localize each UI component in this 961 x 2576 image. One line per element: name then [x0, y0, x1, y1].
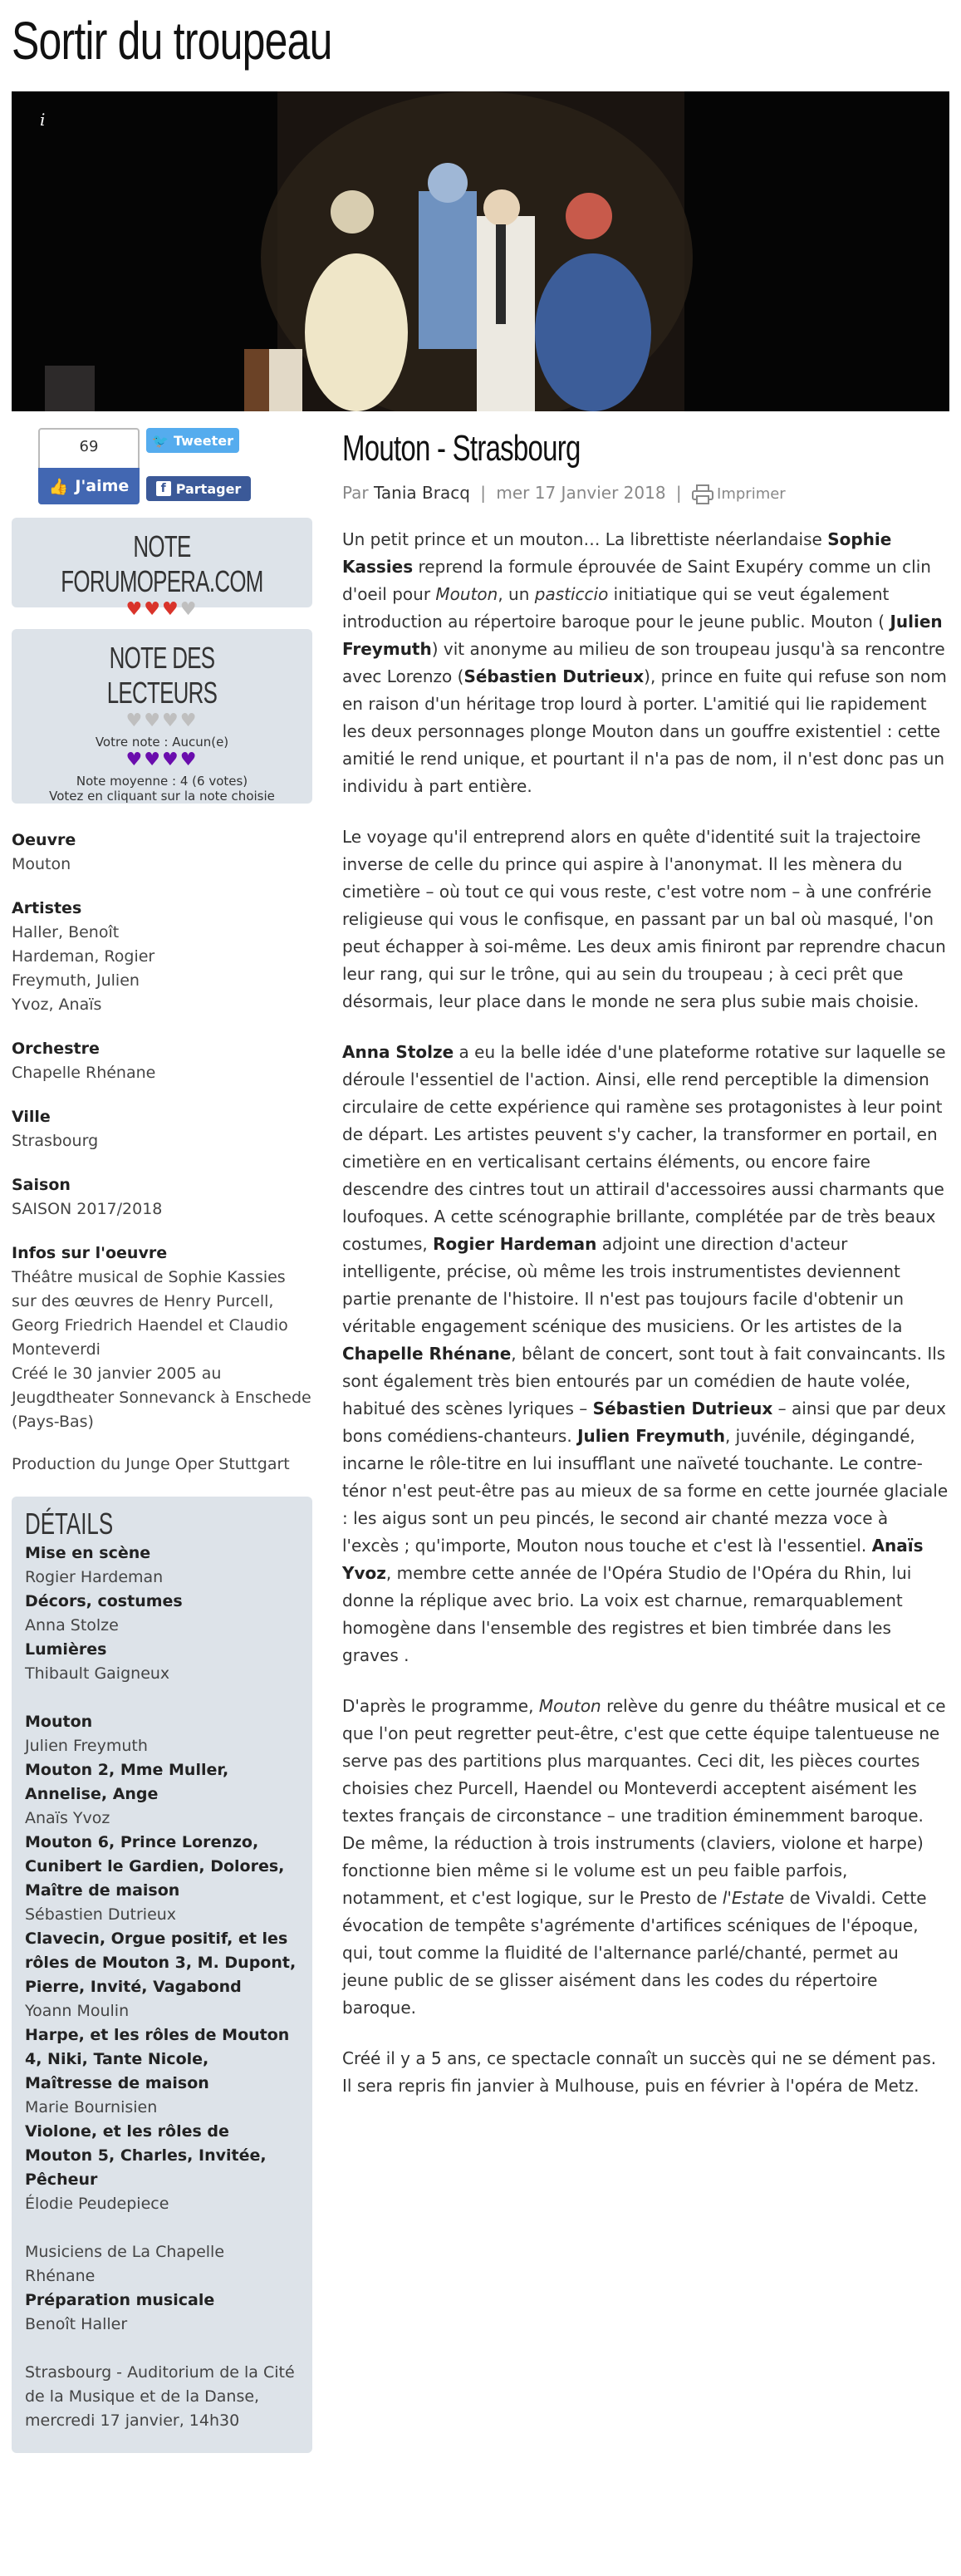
production-text: Production du Junge Oper Stuttgart: [12, 1455, 290, 1473]
share-button[interactable]: [146, 476, 251, 501]
role-label: Harpe, et les rôles de Mouton 4, Niki, Tante Nicole, Maîtresse de maison: [25, 2026, 290, 2092]
article: [342, 428, 949, 2123]
heart-icon: ♥: [144, 599, 162, 620]
detail-label: Lumières: [25, 1640, 107, 1659]
work-info: [12, 828, 312, 1477]
role-value: Anaïs Yvoz: [25, 1809, 110, 1827]
heart-icon: ♥: [144, 750, 162, 770]
paragraph: D'après le programme, Mouton relève du genre du théâtre musical et ce que l'on peut regretter peut-être, c'est que cette équipe talentueuse ne serve pas des partitions plus marquantes. Ceci dit, les pièces courtes choisies chez Purcell, Haendel ou Monteverdi acceptent aisément les textes français de circonstance – une tradition éminemment baroque. De même, la réduction à trois instruments (claviers, violone et harpe) fonctionne bien même si le volume est un peu faible parfois, notamment, et c'est logique, sur le Presto de l'Estate de Vivaldi. Cette évocation de tempête s'agrémente d'artifices scéniques de l'époque, qui, tout comme la fluidité de l'alternance parlé/chanté, permet au jeune public de se glisser aisément dans les codes du répertoire baroque.: [342, 1696, 946, 2018]
like-label: J'aime: [75, 477, 130, 495]
site-title[interactable]: Sortir du troupeau: [12, 11, 332, 71]
role-label: Clavecin, Orgue positif, et les rôles de Mouton 3, M. Dupont, Pierre, Invité, Vagabond: [25, 1930, 297, 1996]
ville-label: Ville: [12, 1108, 51, 1126]
role-label: Mouton: [25, 1713, 93, 1731]
share-label: Partager: [175, 480, 242, 497]
sidebar: [12, 428, 312, 2453]
article-title: Mouton - Strasbourg: [342, 428, 581, 469]
saison-label: Saison: [12, 1176, 71, 1194]
average-hearts: [12, 750, 312, 770]
paragraph: Anna Stolze a eu la belle idée d'une plateforme rotative sur laquelle se déroule l'essentiel de l'action. Ainsi, elle rend perceptible la dimension circulaire de cette expérience qui ramène ses protagonistes à leur point de départ. Les artistes peuvent s'y cacher, la transformer en portail, en cimetière en en verticalisant certains éléments, ou encore faire descendre des cintres tout un attirail d'accessoires aussi charmants que loufoques. A cette scénographie brillante, complétée par de très beaux costumes, Rogier Hardeman adjoint une direction d'acteur intelligente, précise, où même les trois instrumentistes deviennent partie prenante de l'histoire. Il n'est pas toujours facile d'obtenir un véritable engagement scénique des musiciens. Or les artistes de la Chapelle Rhénane, bêlant de concert, sont tout à fait convaincants. Ils sont également très bien entourés par un comédien de haute volée, habitué des scènes lyriques – Sébastien Dutrieux – ainsi que par deux bons comédiens-chanteurs. Julien Freymuth, juvénile, dégingandé, incarne le rôle-titre en lui insufflant une naïveté touchante. Le contre-ténor n'est peut-être pas au mieux de sa forme en cette journée glaciale : les aigus sont un peu pincés, le second air chanté mezza voce à l'excès ; qu'importe, Mouton nous touche et c'est là l'essentiel. Anaïs Yvoz, membre cette année de l'Opéra Studio de l'Opéra du Rhin, lui donne la réplique avec brio. La voix est charnue, remarquablement homogène dans l'ensemble des registres et bien timbrée dans les graves .: [342, 1042, 949, 1665]
tweet-button[interactable]: [146, 428, 239, 453]
oeuvre-link[interactable]: Mouton: [12, 855, 71, 873]
info-icon[interactable]: i: [40, 110, 46, 130]
thumbs-up-icon: 👍: [48, 477, 69, 496]
facebook-like-widget[interactable]: [38, 428, 140, 504]
detail-value: Thibault Gaigneux: [25, 1664, 170, 1683]
vote-heart-icon[interactable]: ♥: [125, 710, 145, 731]
role-value: Yoann Moulin: [25, 2002, 130, 2020]
social-buttons: [12, 428, 312, 511]
detail-label: Mise en scène: [25, 1544, 151, 1562]
oeuvre-label: Oeuvre: [12, 831, 76, 849]
vote-hearts: [12, 710, 312, 731]
print-link[interactable]: [692, 485, 786, 503]
paragraph: Un petit prince et un mouton… La librettiste néerlandaise Sophie Kassies reprend la formule éprouvée de Saint Exupéry comme un clin d'oeil pour Mouton, un pasticcio initiatique qui se veut également introduction au répertoire baroque pour le jeune public. Mouton ( Julien Freymuth) vit anonyme au milieu de son troupeau jusqu'à sa rencontre avec Lorenzo (Sébastien Dutrieux), prince en fuite qui refuse son nom en raison d'un héritage trop lourd à porter. L'amitié qui lie rapidement les deux personnages plonge Mouton dans un gouffre existentiel : cette amitié le rend unique, et pourtant il n'a pas de nom, il n'est donc pas un individu à part entière.: [342, 529, 947, 796]
vote-heart-icon[interactable]: ♥: [162, 710, 180, 731]
role-value: Sébastien Dutrieux: [25, 1905, 177, 1924]
artist-link[interactable]: Haller, Benoît: [12, 923, 120, 941]
artist-link[interactable]: Freymuth, Julien: [12, 971, 140, 990]
heart-icon: ♥: [179, 599, 199, 620]
infos-label: Infos sur l'oeuvre: [12, 1244, 168, 1262]
stage-photo: [12, 91, 949, 411]
hero-image: [12, 91, 949, 411]
your-note: Votre note : Aucun(e): [95, 735, 229, 750]
article-date: mer 17 Janvier 2018: [496, 483, 666, 503]
heart-icon: ♥: [162, 750, 180, 770]
heart-icon: ♥: [125, 750, 145, 770]
vote-instruction: Votez en cliquant sur la note choisie: [49, 789, 275, 804]
ville-link[interactable]: Strasbourg: [12, 1132, 99, 1150]
role-value: Marie Bournisien: [25, 2098, 158, 2116]
role-label: Violone, et les rôles de Mouton 5, Charles, Invitée, Pêcheur: [25, 2122, 267, 2189]
forumopera-rating-title: NOTE FORUMOPERA.COM: [61, 529, 263, 598]
details-panel: [12, 1497, 312, 2453]
byline: Par Tania Bracq | mer 17 Janvier 2018 | Imprimer: [342, 483, 786, 503]
like-button[interactable]: [38, 468, 140, 504]
artist-link[interactable]: Hardeman, Rogier: [12, 947, 155, 966]
venue-text: Strasbourg - Auditorium de la Cité de la Musique et de la Danse, mercredi 17 janvier, 14h30: [25, 2363, 295, 2430]
forumopera-rating-panel: [12, 518, 312, 620]
detail-value: Rogier Hardeman: [25, 1568, 164, 1586]
details-title: DÉTAILS: [25, 1507, 114, 1541]
detail-label: Décors, costumes: [25, 1592, 183, 1610]
author-link[interactable]: Tania Bracq: [374, 483, 470, 503]
saison-link[interactable]: SAISON 2017/2018: [12, 1200, 163, 1218]
infos-created: Créé le 30 janvier 2005 au Jeugdtheater Sonnevanck à Enschede (Pays-Bas): [12, 1364, 311, 1431]
musiciens-text: Musiciens de La Chapelle Rhénane: [25, 2243, 225, 2285]
twitter-bird-icon: 🐦: [152, 432, 169, 449]
forumopera-rating-hearts: [12, 599, 312, 620]
artistes-label: Artistes: [12, 899, 82, 917]
paragraph: Créé il y a 5 ans, ce spectacle connaît un succès qui ne se dément pas. Il sera repris fin janvier à Mulhouse, puis en février à l'opéra de Metz.: [342, 2048, 937, 2096]
reader-rating-title: NOTE DES LECTEURS: [106, 641, 218, 710]
reader-rating-panel: [12, 629, 312, 804]
detail-value: Anna Stolze: [25, 1616, 119, 1635]
by-label: Par: [342, 483, 369, 503]
tweet-label: Tweeter: [173, 432, 233, 449]
average-note: Note moyenne : 4 (6 votes): [76, 774, 248, 789]
print-label: Imprimer: [717, 485, 786, 503]
facebook-icon: f: [156, 481, 171, 496]
detail-value: Benoît Haller: [25, 2315, 128, 2333]
detail-label: Préparation musicale: [25, 2291, 215, 2309]
printer-icon: [692, 484, 713, 504]
heart-icon: ♥: [125, 599, 145, 620]
like-count: 69: [79, 438, 99, 455]
vote-heart-icon[interactable]: ♥: [179, 710, 199, 731]
infos-text: Théâtre musical de Sophie Kassies sur des œuvres de Henry Purcell, Georg Friedrich Haendel et Claudio Monteverdi: [12, 1268, 288, 1359]
paragraph: Le voyage qu'il entreprend alors en quête d'identité suit la trajectoire inverse de celle du prince qui aspire à l'anonymat. Il les mènera du cimetière – où tout ce qui vous reste, c'est votre nom – à une confrérie religieuse qui vous le confisque, en passant par un bal où masqué, l'on peut échapper à soi-même. Les deux amis finiront par reprendre chacun leur rang, qui sur le trône, qui au sein du troupeau ; à ceci prêt que désormais, leur place dans le monde ne sera plus subie mais choisie.: [342, 827, 946, 1011]
orchestre-link[interactable]: Chapelle Rhénane: [12, 1064, 156, 1082]
role-label: Mouton 2, Mme Muller, Annelise, Ange: [25, 1761, 229, 1803]
role-value: Élodie Peudepiece: [25, 2195, 169, 2213]
role-label: Mouton 6, Prince Lorenzo, Cunibert le Gardien, Dolores, Maître de maison: [25, 1833, 285, 1900]
orchestre-label: Orchestre: [12, 1040, 100, 1058]
vote-heart-icon[interactable]: ♥: [144, 710, 162, 731]
article-body: [342, 526, 949, 2100]
heart-icon: ♥: [179, 750, 199, 770]
role-value: Julien Freymuth: [25, 1737, 148, 1755]
heart-icon: ♥: [162, 599, 180, 620]
artist-link[interactable]: Yvoz, Anaïs: [12, 995, 102, 1014]
